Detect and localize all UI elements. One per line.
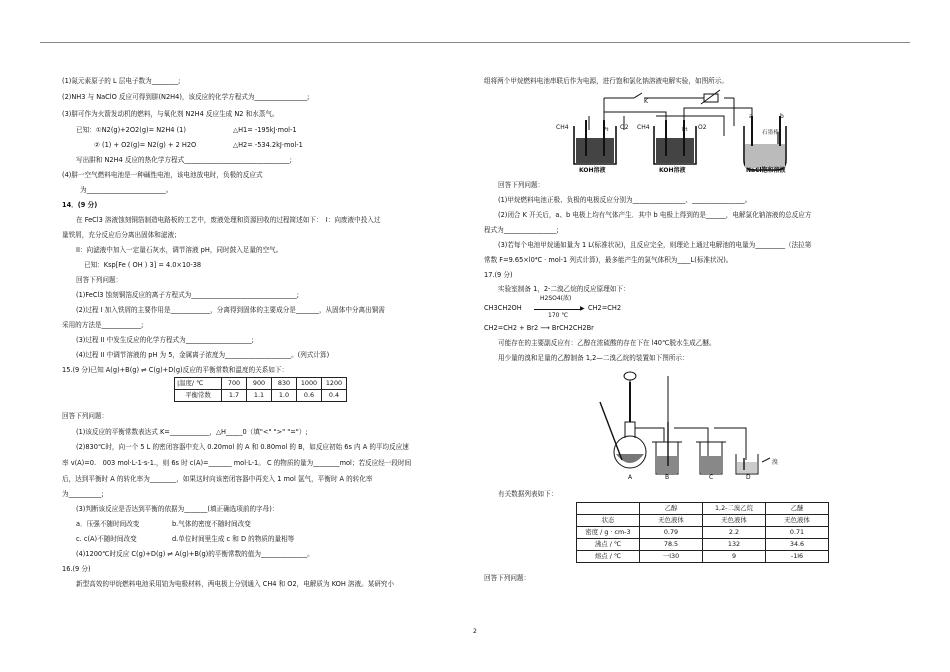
switch-k xyxy=(634,93,642,98)
eq1-temperature: 170 ℃ xyxy=(548,312,569,319)
properties-table-cell: 0.79 xyxy=(640,527,703,539)
eq1-reactant: CH3CH2OH xyxy=(484,304,522,312)
properties-table-cell: 78.5 xyxy=(640,539,703,551)
q13-given-2: ② (1) + O2(g)= N2(g) + 2 H2O xyxy=(94,141,197,149)
fig1-a-label: a xyxy=(749,113,753,120)
properties-table-cell: -1l6 xyxy=(766,551,829,563)
fig2-label-b: B xyxy=(665,474,670,481)
q15-table xyxy=(174,377,347,402)
fig1-o2b-label: O2 xyxy=(698,124,707,131)
q17-line-8: 实验室制备 1，2-二溴乙烷的反应原理如下： xyxy=(498,285,630,293)
q16-line-2: 组将两个甲烷燃料电池串联后作为电源，进行饱和氯化钠溶液电解实验，如图所示。 xyxy=(484,77,728,85)
q13-line-1: (1)氮元素原子的 L 层电子数为________; xyxy=(62,77,181,85)
fuel-cell-electrolysis-figure xyxy=(554,86,824,178)
q15-line-7: (3)判断该反应是否达到平衡的依据为_______(填正确选项前的字母)： xyxy=(76,505,279,513)
q14-line-3: II：向滤液中加入一定量石灰水，调节溶液 pH，同时鼓入足量的空气。 xyxy=(76,246,283,254)
fig1-k-label: K xyxy=(644,98,648,105)
properties-table-cell: 无色液体 xyxy=(640,515,703,527)
q17-line-12: 回答下列问题： xyxy=(484,574,531,582)
fig1-o2-label: O2 xyxy=(620,124,629,131)
q16-line-6: (3)若每个电池甲烷通如量为 1 L(标准状况)，且反应完全，则理论上通过电解池的电量为_________（法拉第 xyxy=(498,241,812,249)
fig1-koh2-label: KOH溶液 xyxy=(659,167,686,174)
fig1-pt2-label: Pt xyxy=(682,127,688,133)
properties-table-cell: 一l30 xyxy=(640,551,703,563)
q15-line-6: 为__________; xyxy=(62,490,104,498)
q15-table-cell: 1.0 xyxy=(272,390,297,402)
q14-line-7: (2)过程 I 加入铁屑的主要作用是____________，分离得到固体的主要成分是_______，从固体中分离出铜需 xyxy=(76,306,385,314)
q15-line-10: (4)1200℃时反应 C(g)+D(g) ⇌ A(g)+B(g)的平衡常数的值为______________。 xyxy=(76,550,314,558)
q13-given-2-dh: △H2= -534.2kJ·mol-1 xyxy=(233,141,303,149)
q15-option-b: b.气体的密度不随时间改变 xyxy=(172,520,251,528)
q15-table-header-cell: 830 xyxy=(272,378,297,390)
q13-line-7: (4)肼一空气燃料电池是一种碱性电池，该电池放电时，负极的反应式 xyxy=(62,171,263,179)
eq1-arrowhead: ▶ xyxy=(580,305,585,312)
fig2-label-c: C xyxy=(709,474,714,481)
fig1-ch4b-label: CH4 xyxy=(637,124,650,131)
properties-table-cell: 熔点 / ℃ xyxy=(577,551,640,563)
q15-line-3: (2)830℃时，向一个 5 L 的密闭容器中充入 0.20mol 的 A 和 0.80mol 的 B，如反应初始 6s 内 A 的平均反应速 xyxy=(76,443,409,451)
q14-line-1: 在 FeCl3 溶液蚀刻铜箔制造电路板的工艺中，废液处理和资源回收的过程简述如下： I：向废液中投入过 xyxy=(76,216,381,224)
q16-title: 16.(9 分) xyxy=(62,565,91,573)
properties-table-header xyxy=(577,503,640,515)
q15-line-4: 率 v(A)=0. 003 mol·L-1·s-1.，则 6s 时 c(A)=_______ mol·L-1。 C 的物质的量为________mol；若反应经一段时间 xyxy=(62,459,412,467)
properties-table-header: 乙醚 xyxy=(766,503,829,515)
q14-line-5: 回答下列问题： xyxy=(76,276,123,284)
q15-table-header-label: |温度/ ℃ xyxy=(175,378,222,390)
q13-line-8: 为________________________。 xyxy=(80,186,173,194)
q15-table-header-cell: 1200 xyxy=(322,378,347,390)
properties-table-cell: 密度 / g · cm-3 xyxy=(577,527,640,539)
q17-line-10: 用少量的溴和足量的乙醇制备 1,2—二溴乙烷的装置如下图所示： xyxy=(498,354,689,362)
properties-table-cell: 34.6 xyxy=(766,539,829,551)
q15-table-cell: 0.4 xyxy=(322,390,347,402)
apparatus-figure xyxy=(592,362,772,482)
fig1-ch4-label: CH4 xyxy=(556,124,569,131)
eq1-arrow xyxy=(534,309,582,310)
fig1-nacl-label: NaCl饱和溶液 xyxy=(746,167,786,174)
q15-table-cell: 0.6 xyxy=(297,390,322,402)
properties-table-cell: 132 xyxy=(703,539,766,551)
q13-given-1: 已知：①N2(g)+2O2(g)= N2H4 (1) xyxy=(76,126,186,134)
eq2: CH2=CH2 + Br2 ⟶ BrCH2CH2Br xyxy=(484,324,594,332)
eq1-product: CH2=CH2 xyxy=(588,304,622,312)
q13-line-3: (3)肼可作为火箭发动机的燃料，与氧化剂 N2H4 反应生成 N2 和水蒸气。 xyxy=(62,110,279,118)
q14-line-10: (4)过程 II 中调节溶液的 pH 为 5，金属离子浓度为____________________。(列式计算) xyxy=(76,351,330,359)
q15-table-cell: 1.7 xyxy=(222,390,247,402)
q16-line-3: (1)甲烷燃料电池正极、负极的电极反应分别为________________、________________。 xyxy=(498,196,752,204)
eq1-catalyst: H2SO4(浓) xyxy=(540,295,572,302)
properties-table-cell: 无色液体 xyxy=(703,515,766,527)
q13-given-1-dh: △H1= -195kJ·mol-1 xyxy=(233,126,297,134)
properties-table-header: 1,2-二溴乙烷 xyxy=(703,503,766,515)
properties-table-cell: 状态 xyxy=(577,515,640,527)
q13-line-6: 写出肼和 N2H4 反应的热化学方程式________________________________; xyxy=(76,156,292,164)
q14-line-8: 采用的方法是____________; xyxy=(62,321,144,329)
fig1-b-label: b xyxy=(780,113,784,120)
q17-line-11: 有关数据列表如下： xyxy=(498,490,558,498)
properties-table-cell: 无色液体 xyxy=(766,515,829,527)
q14-line-2: 量铁屑，充分反应后分离出固体和滤液； xyxy=(62,231,181,239)
q14-line-6: (1)FeCl3 蚀刻铜箔反应的离子方程式为________________________________; xyxy=(76,291,299,299)
q15-line-2: (1)该反应的平衡常数表达式 K=____________，△H_____0（填"<" ">" "="）; xyxy=(76,428,308,436)
fig1-koh1-label: KOH溶液 xyxy=(579,167,606,174)
q15-option-c: c. c(A)不随时间改变 xyxy=(76,535,137,543)
page-number: 2 xyxy=(473,628,477,635)
q15-table-cell: 1.1 xyxy=(247,390,272,402)
fig2-label-a: A xyxy=(628,474,633,481)
properties-table-cell: 0.71 xyxy=(766,527,829,539)
q13-line-2: (2)NH3 与 NaClO 反应可得到肼(N2H4)，该反应的化学方程式为________________; xyxy=(62,93,310,101)
fig1-pt1-label: Pt xyxy=(603,127,609,133)
q16-line-4: (2)闭合 K 开关后，a、b 电极上均有气体产生．其中 b 电极上得到的是______，电解氯化钠溶液的总反应方 xyxy=(498,211,812,219)
fig2-bromine-label: 溴 xyxy=(772,459,779,466)
q15-option-d: d.单位时间里生成 c 和 D 的物质的量相等 xyxy=(172,535,295,543)
q15-table-header-cell: 900 xyxy=(247,378,272,390)
q16-line-5: 程式为________________; xyxy=(484,226,559,234)
q15-title: 15.(9 分)已知 A(g)+B(g) ⇌ C(g)+D(g)反应的平衡常数和温度的关系如下： xyxy=(62,366,289,374)
q16-line-1: 新型高效的甲烷燃料电池采用铂为电极材料，两电极上分别通入 CH4 和 O2，电解质为 KOH 溶液。某研究小 xyxy=(76,580,395,588)
q15-line-5: 后，达到平衡时 A 的转化率为________，如果这时向该密闭容器中再充入 1 mol 氩气，平衡时 A 的转化率 xyxy=(62,475,373,483)
properties-table-header: 乙醇 xyxy=(640,503,703,515)
q17-title: 17.(9 分) xyxy=(484,271,513,279)
properties-table-cell: 沸点 / ℃ xyxy=(577,539,640,551)
header-rule xyxy=(40,42,910,43)
properties-table-cell: 9 xyxy=(703,551,766,563)
q16-line-7: 常数 F=9.65×l0⁴C · mol-1 列式计算)，最多能产生的氯气体积为____L(标准状况)。 xyxy=(484,256,733,264)
q14-line-9: (3)过程 II 中发生反应的化学方程式为____________________; xyxy=(76,336,254,344)
q16-ask: 回答下列问题： xyxy=(498,181,545,189)
q14-title: 14．(9 分) xyxy=(62,201,98,209)
fig1-graphite-label: 石墨棒 xyxy=(762,130,779,136)
properties-table xyxy=(576,502,829,563)
q17-line-9: 可能存在的主要副反应有：乙醇在浓硫酸的存在下在 l40℃脱水生成乙醚。 xyxy=(498,339,716,347)
q14-given: 已知：Ksp[Fe ( OH ) 3] = 4.0×10-38 xyxy=(84,261,202,269)
q15-line-1: 回答下列问题： xyxy=(62,412,109,420)
q15-table-header-cell: 700 xyxy=(222,378,247,390)
fig2-label-d: D xyxy=(746,474,751,481)
q15-table-row-label: 平衡常数 xyxy=(175,390,222,402)
q15-option-a: a．压强不随时间改变 xyxy=(76,520,140,528)
properties-table-cell: 2.2 xyxy=(703,527,766,539)
q15-table-header-cell: 1000 xyxy=(297,378,322,390)
